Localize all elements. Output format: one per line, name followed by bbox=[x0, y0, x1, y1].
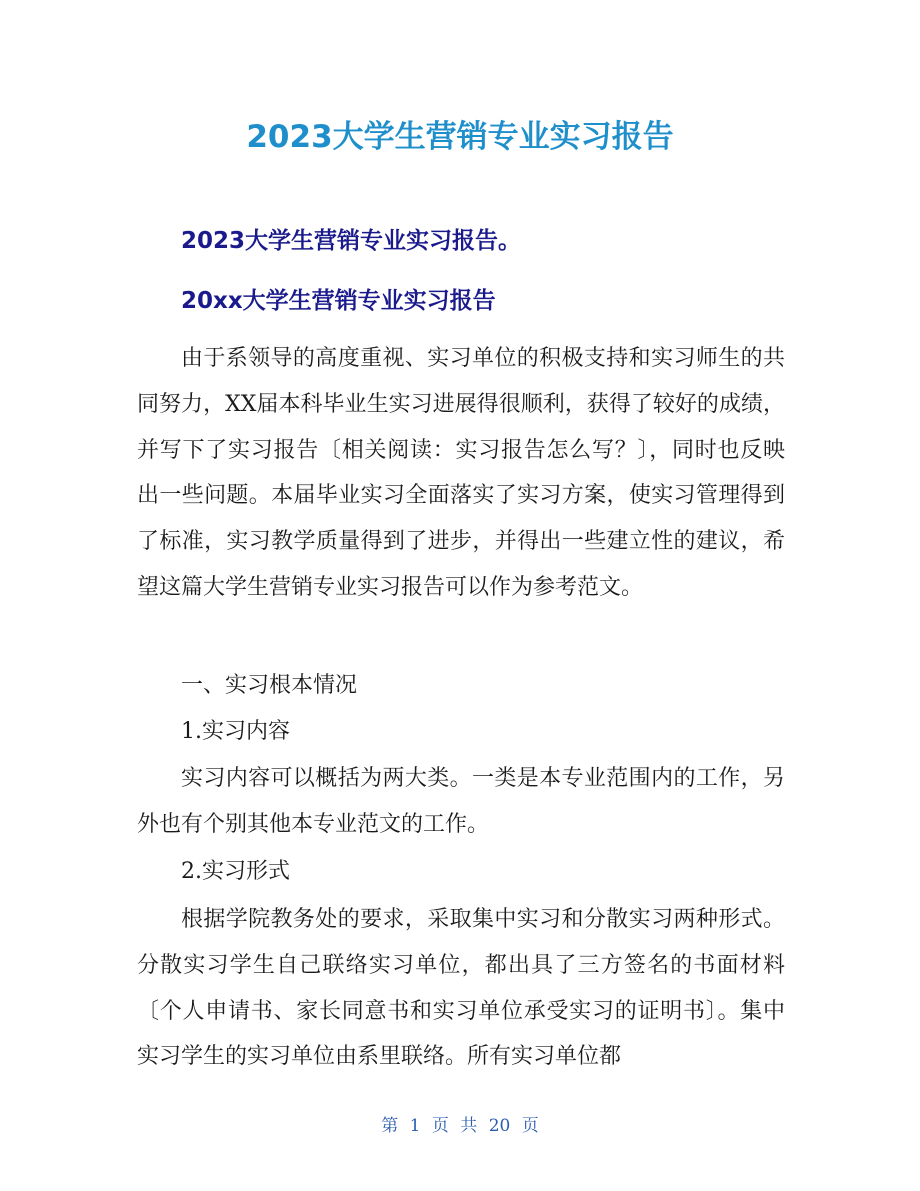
section-1-2-heading: 2.实习形式 bbox=[181, 859, 290, 884]
subheading-2: 20xx大学生营销专业实习报告 bbox=[181, 288, 496, 314]
page-footer: 第 1 页 共 20 页 bbox=[381, 1116, 539, 1136]
section-1-1-paragraph: 实习内容可以概括为两大类。一类是本专业范围内的工作，另外也有个别其他本专业范文的工作。 bbox=[137, 766, 785, 837]
intro-paragraph: 由于系领导的高度重视、实习单位的积极支持和实习师生的共同努力，XX届本科毕业生实习进展得很顺利，获得了较好的成绩，并写下了实习报告〔相关阅读：实习报告怎么写？〕，同时也反映出一些问题。本届毕业实习全面落实了实习方案，使实习管理得到了标准，实习教学质量得到了进步，并得出一些建立性的建议，希望这篇大学生营销专业实习报告可以作为参考范文。 bbox=[137, 346, 785, 600]
section-1-2-paragraph: 根据学院教务处的要求，采取集中实习和分散实习两种形式。分散实习学生自己联络实习单位，都出具了三方签名的书面材料〔个人申请书、家长同意书和实习单位承受实习的证明书〕。集中实习学生的实习单位由系里联络。所有实习单位都 bbox=[137, 907, 785, 1070]
section-1-1-heading: 1.实习内容 bbox=[181, 719, 290, 744]
subheading-1: 2023大学生营销专业实习报告。 bbox=[181, 228, 522, 254]
document-title: 2023大学生营销专业实习报告 bbox=[246, 119, 674, 155]
section-1-heading: 一、实习根本情况 bbox=[181, 673, 358, 698]
